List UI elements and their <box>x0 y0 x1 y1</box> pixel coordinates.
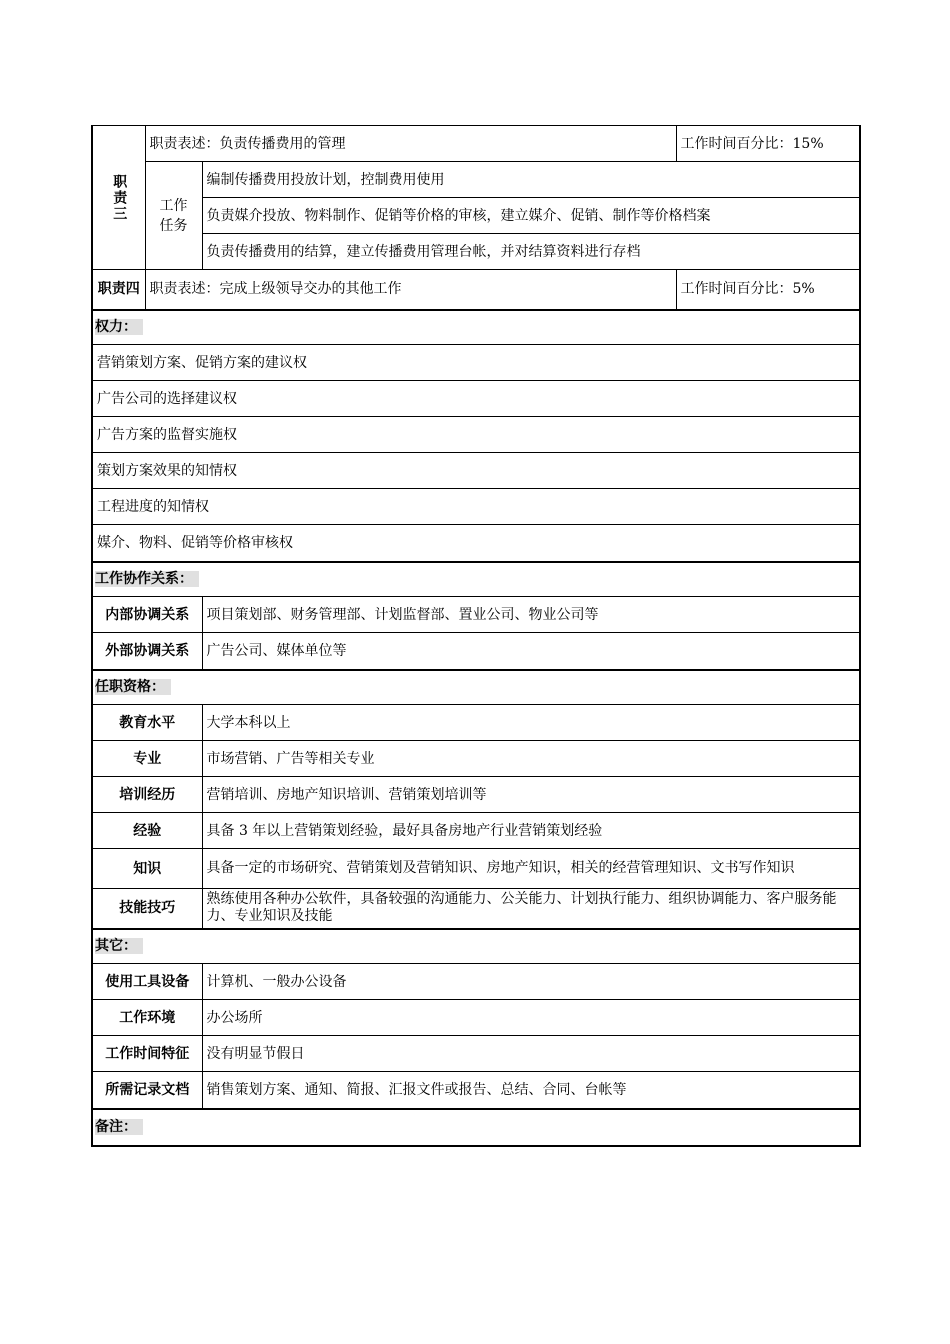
duty3-time-percent: 工作时间百分比：15% <box>676 126 860 162</box>
other-row <box>92 1000 860 1036</box>
environment-value: 办公场所 <box>202 1000 860 1036</box>
duty3-task-row <box>92 234 860 270</box>
remarks-heading: 备注： <box>92 1109 860 1146</box>
duty4-description: 职责表述：完成上级领导交办的其他工作 <box>145 270 676 310</box>
internal-coordination-label: 内部协调关系 <box>92 597 202 633</box>
qualification-row <box>92 849 860 889</box>
training-label: 培训经历 <box>92 777 202 813</box>
remarks-row <box>92 1109 860 1146</box>
duty3-label: 职责三 <box>92 126 145 270</box>
other-row <box>92 964 860 1000</box>
experience-label: 经验 <box>92 813 202 849</box>
authority-item: 广告方案的监督实施权 <box>92 417 860 453</box>
external-coordination-label: 外部协调关系 <box>92 633 202 670</box>
major-value: 市场营销、广告等相关专业 <box>202 741 860 777</box>
authority-item-row <box>92 345 860 381</box>
internal-coordination-value: 项目策划部、财务管理部、计划监督部、置业公司、物业公司等 <box>202 597 860 633</box>
tools-label: 使用工具设备 <box>92 964 202 1000</box>
collaboration-row <box>92 633 860 670</box>
job-description-table <box>91 125 861 1147</box>
other-heading: 其它： <box>92 929 860 964</box>
knowledge-value: 具备一定的市场研究、营销策划及营销知识、房地产知识，相关的经营管理知识、文书写作知识 <box>202 849 860 889</box>
skills-value: 熟练使用各种办公软件，具备较强的沟通能力、公关能力、计划执行能力、组织协调能力、客户服务能力、专业知识及技能 <box>202 889 860 929</box>
records-value: 销售策划方案、通知、简报、汇报文件或报告、总结、合同、台帐等 <box>202 1072 860 1109</box>
duty3-task-1: 编制传播费用投放计划，控制费用使用 <box>202 162 860 198</box>
authority-item: 媒介、物料、促销等价格审核权 <box>92 525 860 562</box>
duty3-description: 职责表述：负责传播费用的管理 <box>145 126 676 162</box>
knowledge-label: 知识 <box>92 849 202 889</box>
authority-heading: 权力： <box>92 310 860 345</box>
collaboration-heading: 工作协作关系： <box>92 562 860 597</box>
authority-item: 广告公司的选择建议权 <box>92 381 860 417</box>
records-label: 所需记录文档 <box>92 1072 202 1109</box>
authority-item: 工程进度的知情权 <box>92 489 860 525</box>
work-time-value: 没有明显节假日 <box>202 1036 860 1072</box>
authority-heading-row <box>92 310 860 345</box>
duty4-label: 职责四 <box>92 270 145 310</box>
qualification-row <box>92 889 860 929</box>
qualification-row <box>92 741 860 777</box>
duty4-row <box>92 270 860 310</box>
duty3-task-3: 负责传播费用的结算，建立传播费用管理台帐，并对结算资料进行存档 <box>202 234 860 270</box>
other-heading-row <box>92 929 860 964</box>
duty3-task-row <box>92 162 860 198</box>
authority-item: 营销策划方案、促销方案的建议权 <box>92 345 860 381</box>
other-row <box>92 1072 860 1109</box>
job-description-document <box>91 125 859 1147</box>
authority-item: 策划方案效果的知情权 <box>92 453 860 489</box>
authority-item-row <box>92 381 860 417</box>
duty3-task-label: 工作任务 <box>145 162 202 270</box>
qualifications-heading-row <box>92 670 860 705</box>
authority-item-row <box>92 417 860 453</box>
skills-label: 技能技巧 <box>92 889 202 929</box>
major-label: 专业 <box>92 741 202 777</box>
qualifications-heading: 任职资格： <box>92 670 860 705</box>
qualification-row <box>92 777 860 813</box>
collaboration-heading-row <box>92 562 860 597</box>
duty3-header-row <box>92 126 860 162</box>
education-value: 大学本科以上 <box>202 705 860 741</box>
qualification-row <box>92 705 860 741</box>
duty4-time-percent: 工作时间百分比：5% <box>676 270 860 310</box>
collaboration-row <box>92 597 860 633</box>
environment-label: 工作环境 <box>92 1000 202 1036</box>
other-row <box>92 1036 860 1072</box>
education-label: 教育水平 <box>92 705 202 741</box>
authority-item-row <box>92 525 860 562</box>
external-coordination-value: 广告公司、媒体单位等 <box>202 633 860 670</box>
authority-item-row <box>92 453 860 489</box>
experience-value: 具备 3 年以上营销策划经验，最好具备房地产行业营销策划经验 <box>202 813 860 849</box>
authority-item-row <box>92 489 860 525</box>
duty3-task-row <box>92 198 860 234</box>
training-value: 营销培训、房地产知识培训、营销策划培训等 <box>202 777 860 813</box>
work-time-label: 工作时间特征 <box>92 1036 202 1072</box>
duty3-task-2: 负责媒介投放、物料制作、促销等价格的审核，建立媒介、促销、制作等价格档案 <box>202 198 860 234</box>
tools-value: 计算机、一般办公设备 <box>202 964 860 1000</box>
qualification-row <box>92 813 860 849</box>
